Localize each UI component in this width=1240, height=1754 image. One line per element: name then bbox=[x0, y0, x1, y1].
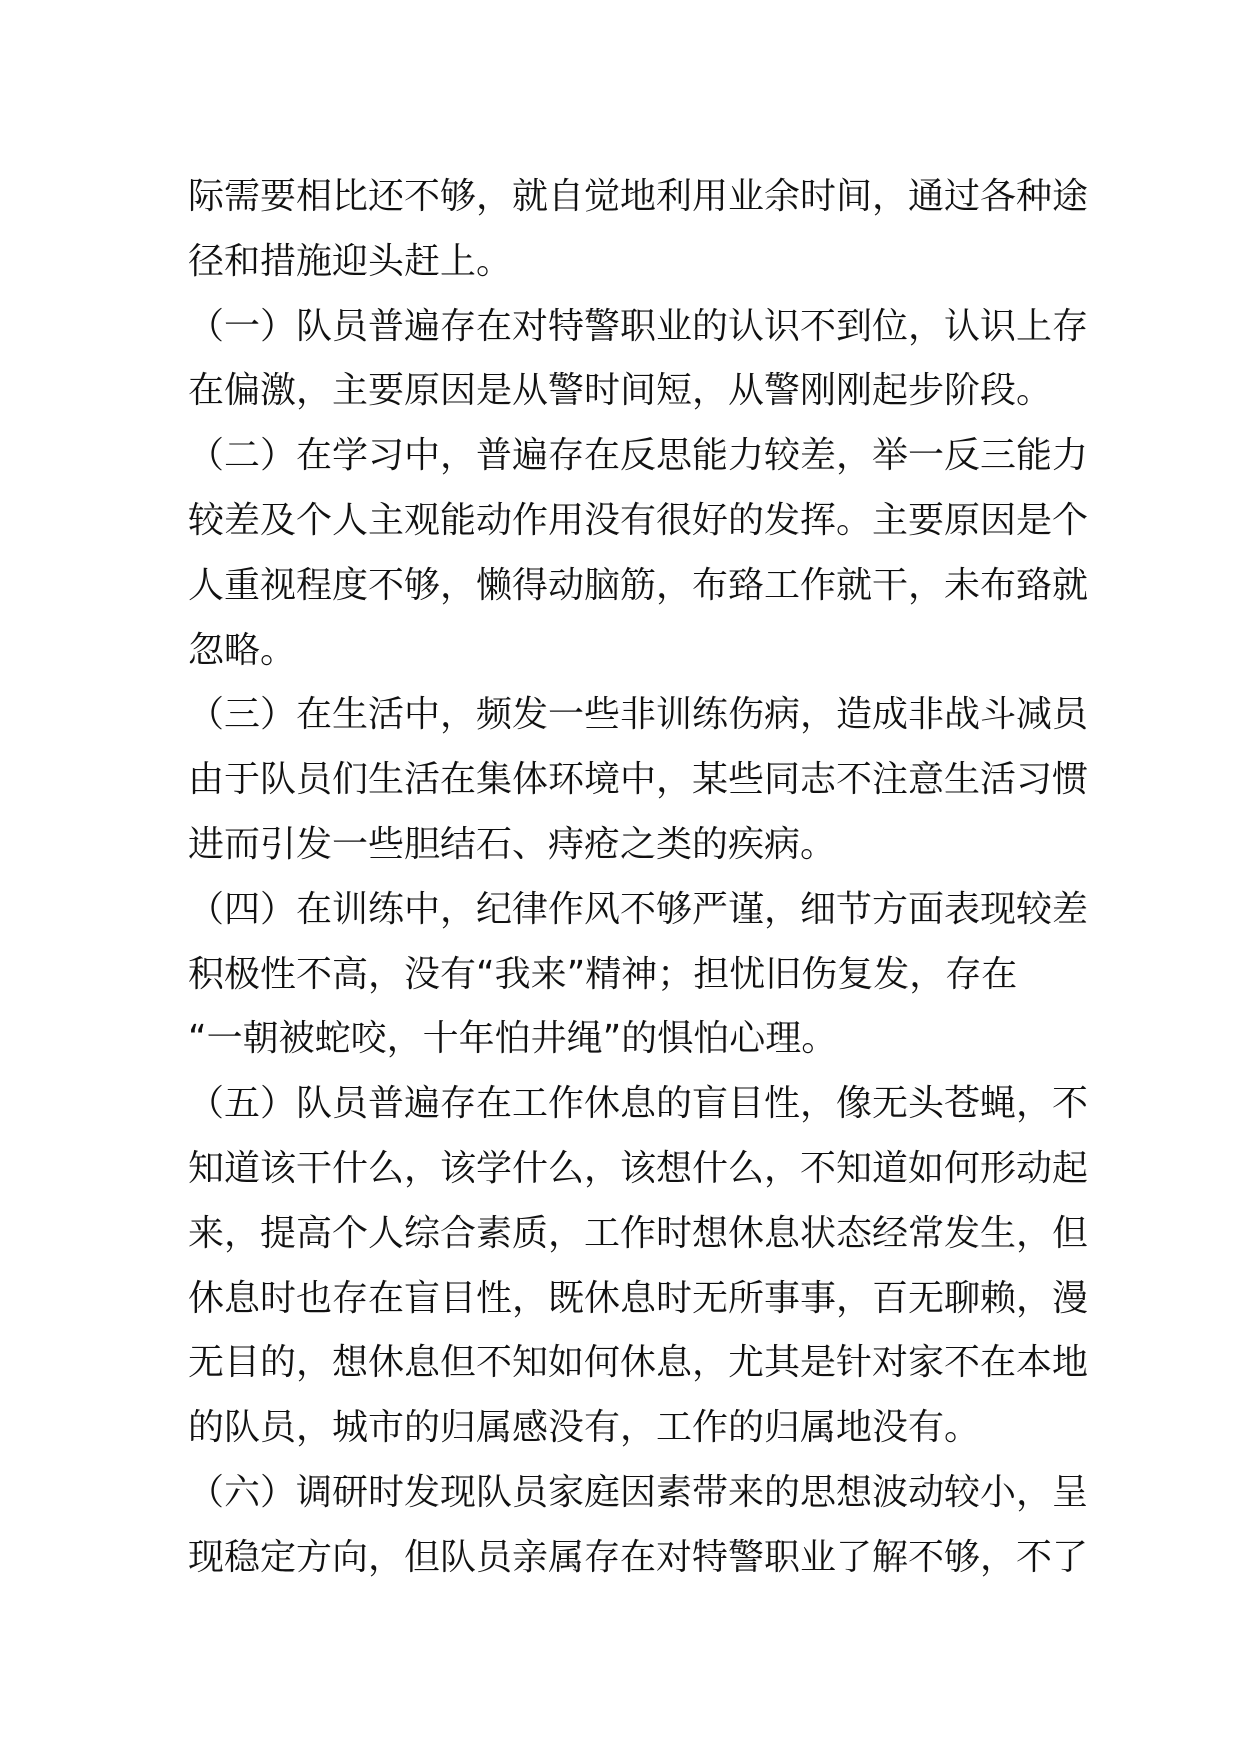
body-text bbox=[188, 165, 1089, 1591]
text-line: 无目的，想休息但不知如何休息，尤其是针对家不在本地 bbox=[188, 1342, 1089, 1384]
text-line: 径和措施迎头赶上。 bbox=[188, 240, 513, 282]
text-line: 进而引发一些胆结石、痔疮之类的疾病。 bbox=[188, 823, 837, 865]
text-line: （一）队员普遍存在对特警职业的认识不到位，认识上存 bbox=[188, 305, 1089, 347]
text-line: 知道该干什么，该学什么，该想什么，不知道如何形动起 bbox=[188, 1147, 1089, 1189]
text-line: 较差及个人主观能动作用没有很好的发挥。主要原因是个 bbox=[188, 499, 1089, 541]
text-line: 人重视程度不够，懒得动脑筋，布臵工作就干，未布臵就 bbox=[188, 564, 1089, 606]
text-line: 在偏激，主要原因是从警时间短，从警刚刚起步阶段。 bbox=[188, 370, 1053, 412]
text-line: 由于队员们生活在集体环境中，某些同志不注意生活习惯 bbox=[188, 759, 1089, 801]
text-line: 积极性不高，没有“我来”精神；担忧旧伤复发，存在 bbox=[188, 953, 1018, 995]
text-line: 来，提高个人综合素质，工作时想休息状态经常发生，但 bbox=[188, 1212, 1089, 1254]
text-line: （二）在学习中，普遍存在反思能力较差，举一反三能力 bbox=[188, 435, 1089, 477]
text-line: （三）在生活中，频发一些非训练伤病，造成非战斗减员 bbox=[188, 694, 1089, 736]
text-line: （六）调研时发现队员家庭因素带来的思想波动较小，呈 bbox=[188, 1471, 1089, 1513]
text-line: 现稳定方向，但队员亲属存在对特警职业了解不够，不了 bbox=[188, 1536, 1089, 1578]
text-line: （四）在训练中，纪律作风不够严谨，细节方面表现较差 bbox=[188, 888, 1089, 930]
text-line: 的队员，城市的归属感没有，工作的归属地没有。 bbox=[188, 1407, 981, 1449]
text-line: （五）队员普遍存在工作休息的盲目性，像无头苍蝇，不 bbox=[188, 1083, 1089, 1125]
text-line: 际需要相比还不够，就自觉地利用业余时间，通过各种途 bbox=[188, 176, 1089, 217]
text-line: 忽略。 bbox=[188, 629, 297, 671]
text-line: “一朝被蛇咬，十年怕井绳”的惧怕心理。 bbox=[188, 1018, 838, 1060]
text-line: 休息时也存在盲目性，既休息时无所事事，百无聊赖，漫 bbox=[188, 1277, 1089, 1319]
